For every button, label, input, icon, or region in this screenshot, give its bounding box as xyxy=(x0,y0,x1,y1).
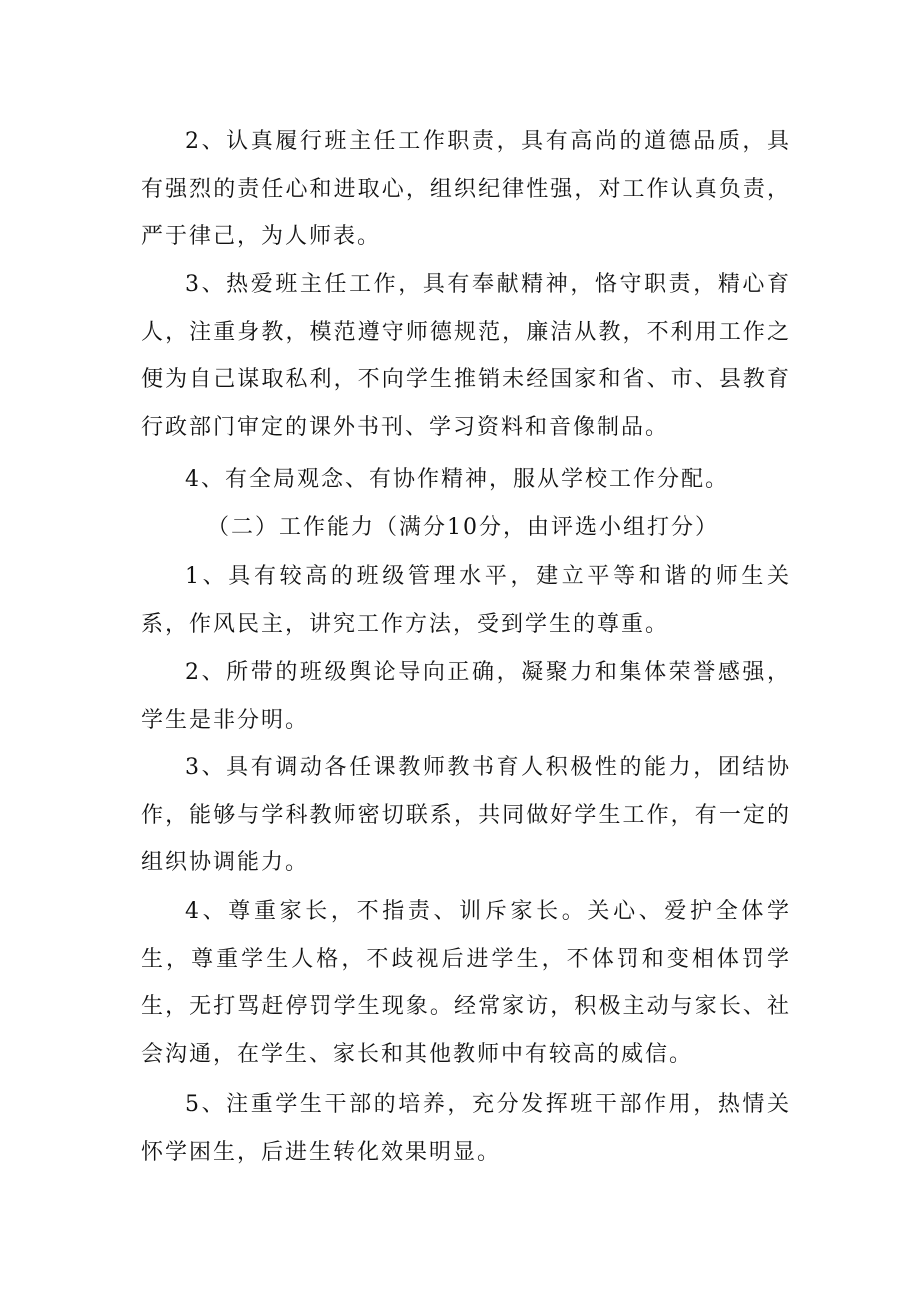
paragraph-duty-2: 2、认真履行班主任工作职责，具有高尚的道德品质，具有强烈的责任心和进取心，组织纪律性强，对工作认真负责，严于律己，为人师表。 xyxy=(141,129,791,249)
section-heading-work-ability: （二）工作能力（满分10分，由评选小组打分） xyxy=(207,515,719,540)
paragraph-ability-5: 5、注重学生干部的培养，充分发挥班干部作用，热情关怀学困生，后进生转化效果明显。 xyxy=(141,1092,791,1165)
paragraph-duty-4: 4、有全局观念、有协作精神，服从学校工作分配。 xyxy=(185,467,729,492)
paragraph-ability-2: 2、所带的班级舆论导向正确，凝聚力和集体荣誉感强，学生是非分明。 xyxy=(141,660,791,733)
paragraph-ability-4: 4、尊重家长，不指责、训斥家长。关心、爱护全体学生，尊重学生人格，不歧视后进学生，不体罚和变相体罚学生，无打骂赶停罚学生现象。经常家访，积极主动与家长、社会沟通，在学生、家长和其他教师中有较高的威信。 xyxy=(141,899,791,1067)
paragraph-ability-3: 3、具有调动各任课教师教书育人积极性的能力，团结协作，能够与学科教师密切联系，共同做好学生工作，有一定的组织协调能力。 xyxy=(141,755,791,875)
paragraph-ability-1: 1、具有较高的班级管理水平，建立平等和谐的师生关系，作风民主，讲究工作方法，受到学生的尊重。 xyxy=(141,564,791,637)
paragraph-duty-3: 3、热爱班主任工作，具有奉献精神，恪守职责，精心育人，注重身教，模范遵守师德规范，廉洁从教，不利用工作之便为自己谋取私利，不向学生推销未经国家和省、市、县教育行政部门审定的课外书刊、学习资料和音像制品。 xyxy=(141,272,791,440)
